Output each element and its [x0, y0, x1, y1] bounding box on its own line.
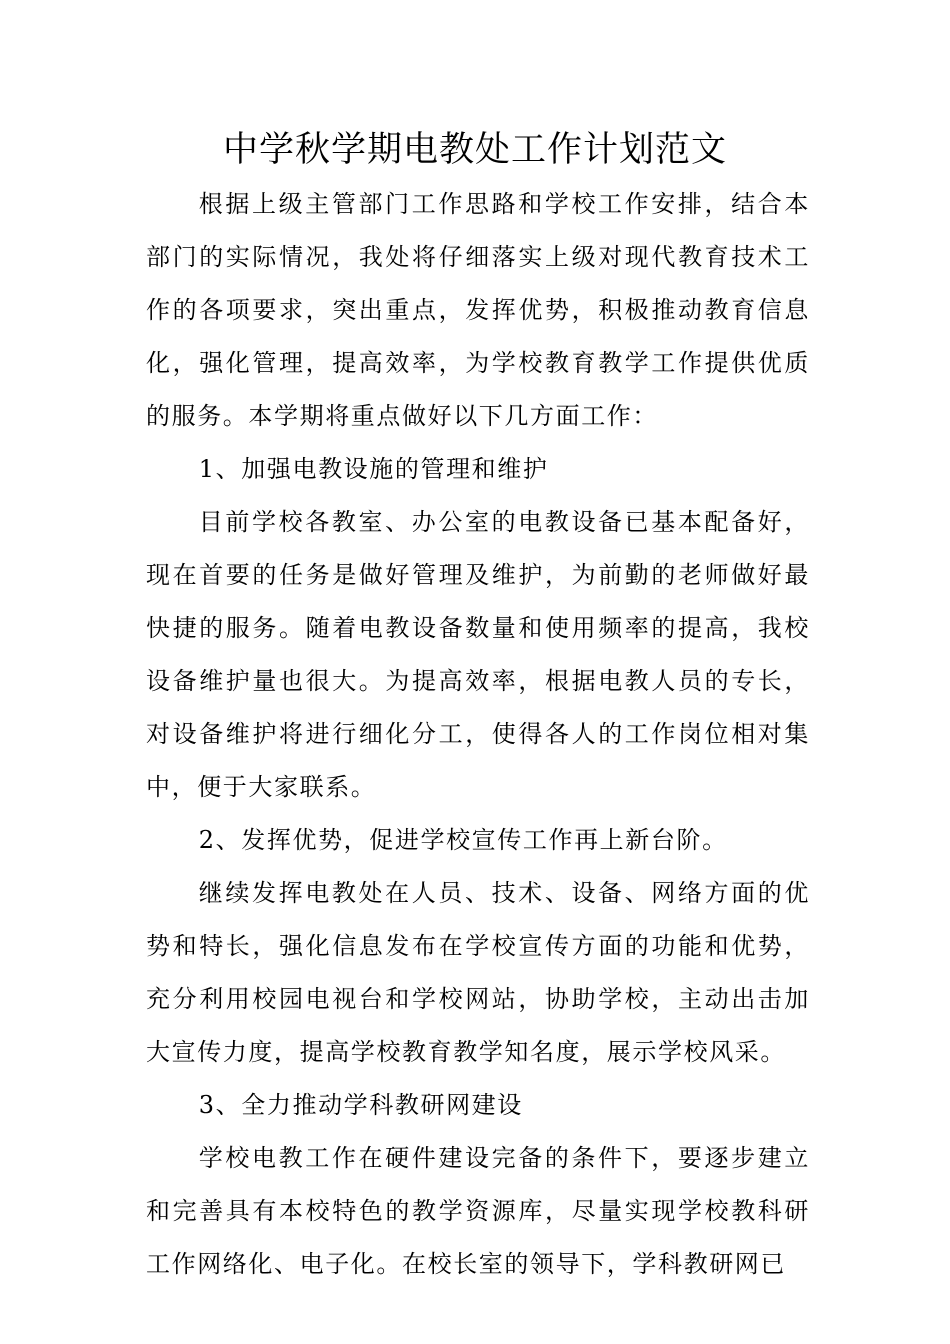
document-title: 中学秋学期电教处工作计划范文	[222, 130, 727, 170]
section-heading-3: 3、全力推动学科教研网建设	[198, 1091, 523, 1119]
section-paragraph-2: 继续发挥电教处在人员、技术、设备、网络方面的优势和特长，强化信息发布在学校宣传方面的功能和优势，充分利用校园电视台和学校网站，协助学校，主动出击加大宣传力度，提高学校教育教学知名度，展示学校风采。	[146, 879, 810, 1066]
section-heading-2: 2、发挥优势，促进学校宣传工作再上新台阶。	[198, 826, 728, 854]
document-body	[146, 178, 810, 1291]
section-paragraph-1: 目前学校各教室、办公室的电教设备已基本配备好，现在首要的任务是做好管理及维护，为前勤的老师做好最快捷的服务。随着电教设备数量和使用频率的提高，我校设备维护量也很大。为提高效率，根据电教人员的专长，对设备维护将进行细化分工，使得各人的工作岗位相对集中，便于大家联系。	[146, 508, 810, 801]
section-heading-1: 1、加强电教设施的管理和维护	[198, 455, 549, 483]
section-paragraph-3: 学校电教工作在硬件建设完备的条件下，要逐步建立和完善具有本校特色的教学资源库，尽量实现学校教科研工作网络化、电子化。在校长室的领导下，学科教研网已	[146, 1144, 810, 1278]
intro-paragraph: 根据上级主管部门工作思路和学校工作安排，结合本部门的实际情况，我处将仔细落实上级对现代教育技术工作的各项要求，突出重点，发挥优势，积极推动教育信息化，强化管理，提高效率，为学校教育教学工作提供优质的服务。本学期将重点做好以下几方面工作：	[146, 190, 810, 430]
